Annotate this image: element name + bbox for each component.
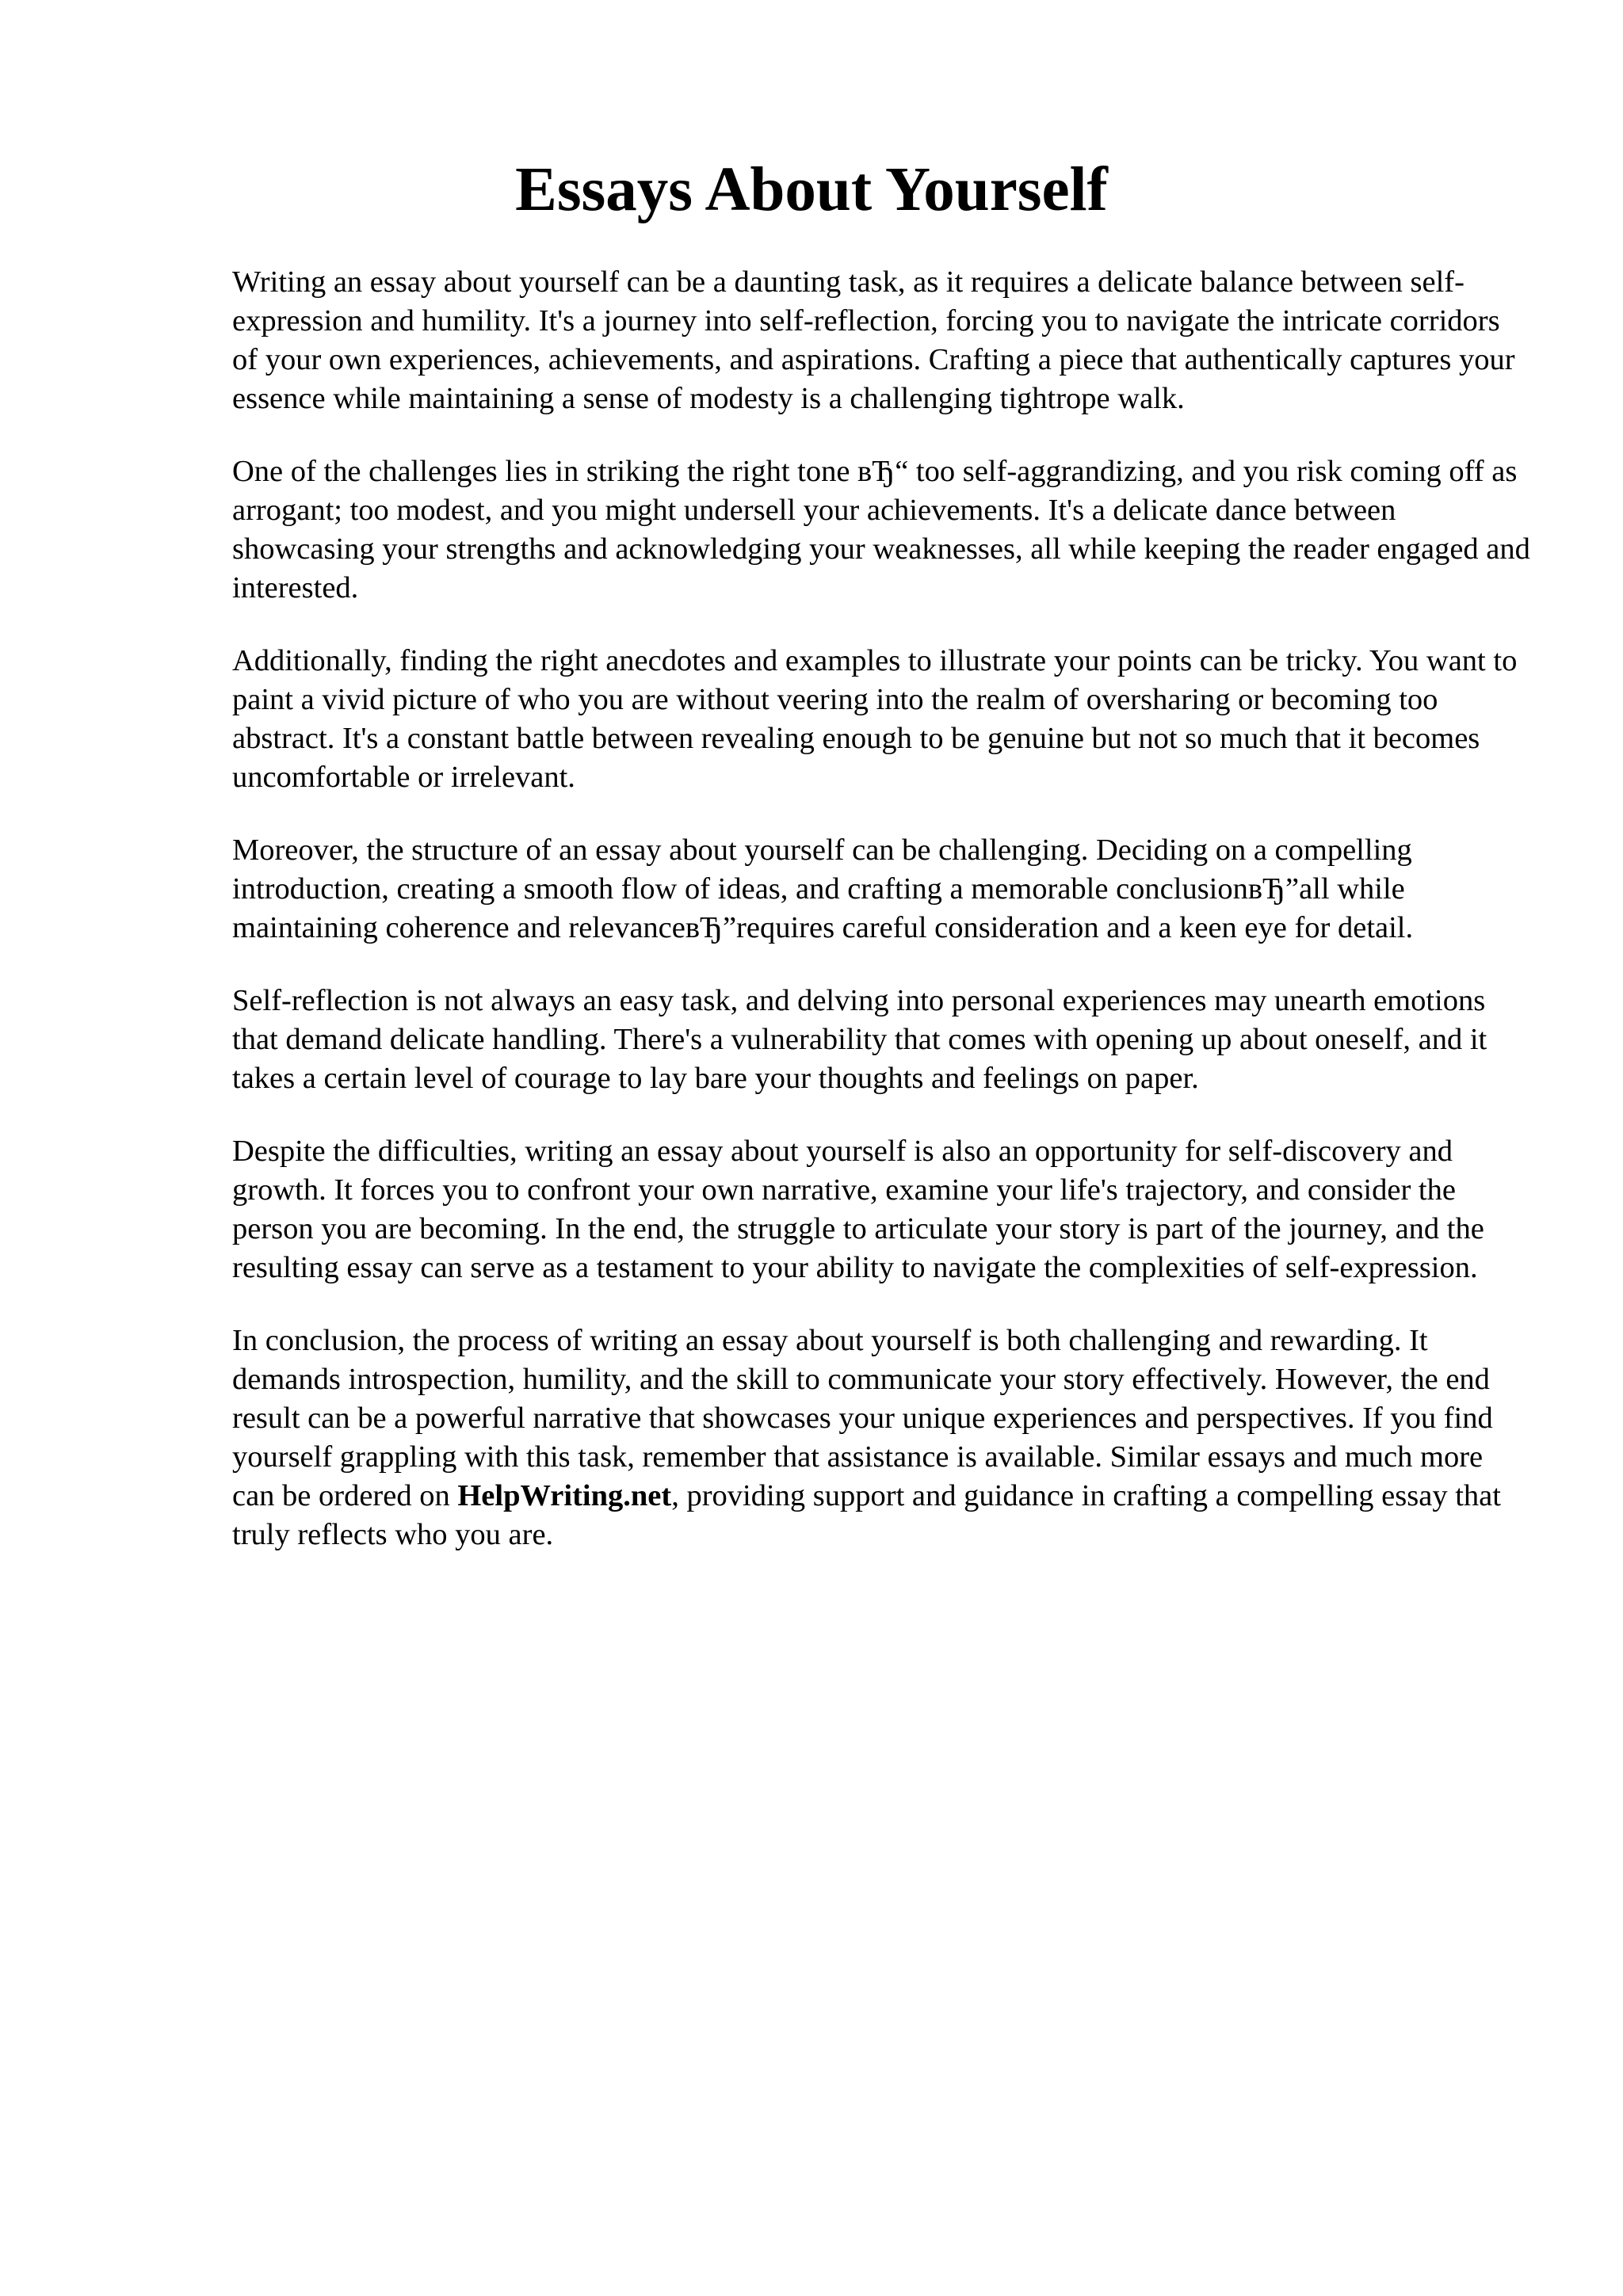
paragraph-self-reflection: Self-reflection is not always an easy task, and delving into personal experiences may unearth emotions that demand delicate handling. There's a vulnerability that comes with opening up about oneself, and it takes a certain level of courage to lay bare your thoughts and feelings on paper. [232,984,1487,1095]
paragraph-tone: One of the challenges lies in striking the right tone вЂ“ too self-aggrandizing, and you risk coming off as arrogant; too modest, and you might undersell your achievements. It's a delicate dance between showcasing your strengths and acknowledging your weaknesses, all while keeping the reader engaged and interested. [232,455,1530,605]
paragraph-anecdotes: Additionally, finding the right anecdotes and examples to illustrate your points can be tricky. You want to paint a vivid picture of who you are without veering into the realm of oversharing or becoming too abstract. It's a constant battle between revealing enough to be genuine but not so much that it becomes uncomfortable or irrelevant. [232,644,1518,794]
conclusion-text-after: , providing support and guidance in crafting a compelling essay that truly reflects who you are. [232,1479,1501,1551]
paragraph-growth: Despite the difficulties, writing an essay about yourself is also an opportunity for self-discovery and growth. It forces you to confront your own narrative, examine your life's trajectory, and consider the person you are becoming. In the end, the struggle to articulate your story is part of the journey, and the resulting essay can serve as a testament to your ability to navigate the complexities of self-expression. [232,1135,1484,1284]
brand-link[interactable]: HelpWriting.net [457,1479,672,1512]
document-title: Essays About Yourself [515,155,1108,224]
paragraph-intro: Writing an essay about yourself can be a daunting task, as it requires a delicate balance between self-expression and humility. It's a journey into self-reflection, forcing you to navigate the intricate corridors of your own experiences, achievements, and aspirations. Crafting a piece that authentically captures your essence while maintaining a sense of modesty is a challenging tightrope walk. [232,265,1515,415]
paragraph-structure: Moreover, the structure of an essay about yourself can be challenging. Deciding on a compelling introduction, creating a smooth flow of ideas, and crafting a memorable conclusionвЂ”all while maintaining coherence and relevanceвЂ”requires careful consideration and a keen eye for detail. [232,833,1414,944]
paragraph-conclusion [232,1322,1532,1554]
document-body [232,263,1532,1589]
conclusion-text-before: In conclusion, the process of writing an essay about yourself is both challenging and rewarding. It demands introspection, humility, and the skill to communicate your story effectively. However, the end result can be a powerful narrative that showcases your unique experiences and perspectives. If you find yourself grappling with this task, remember that assistance is available. Similar essays and much more can be ordered on [232,1324,1493,1512]
